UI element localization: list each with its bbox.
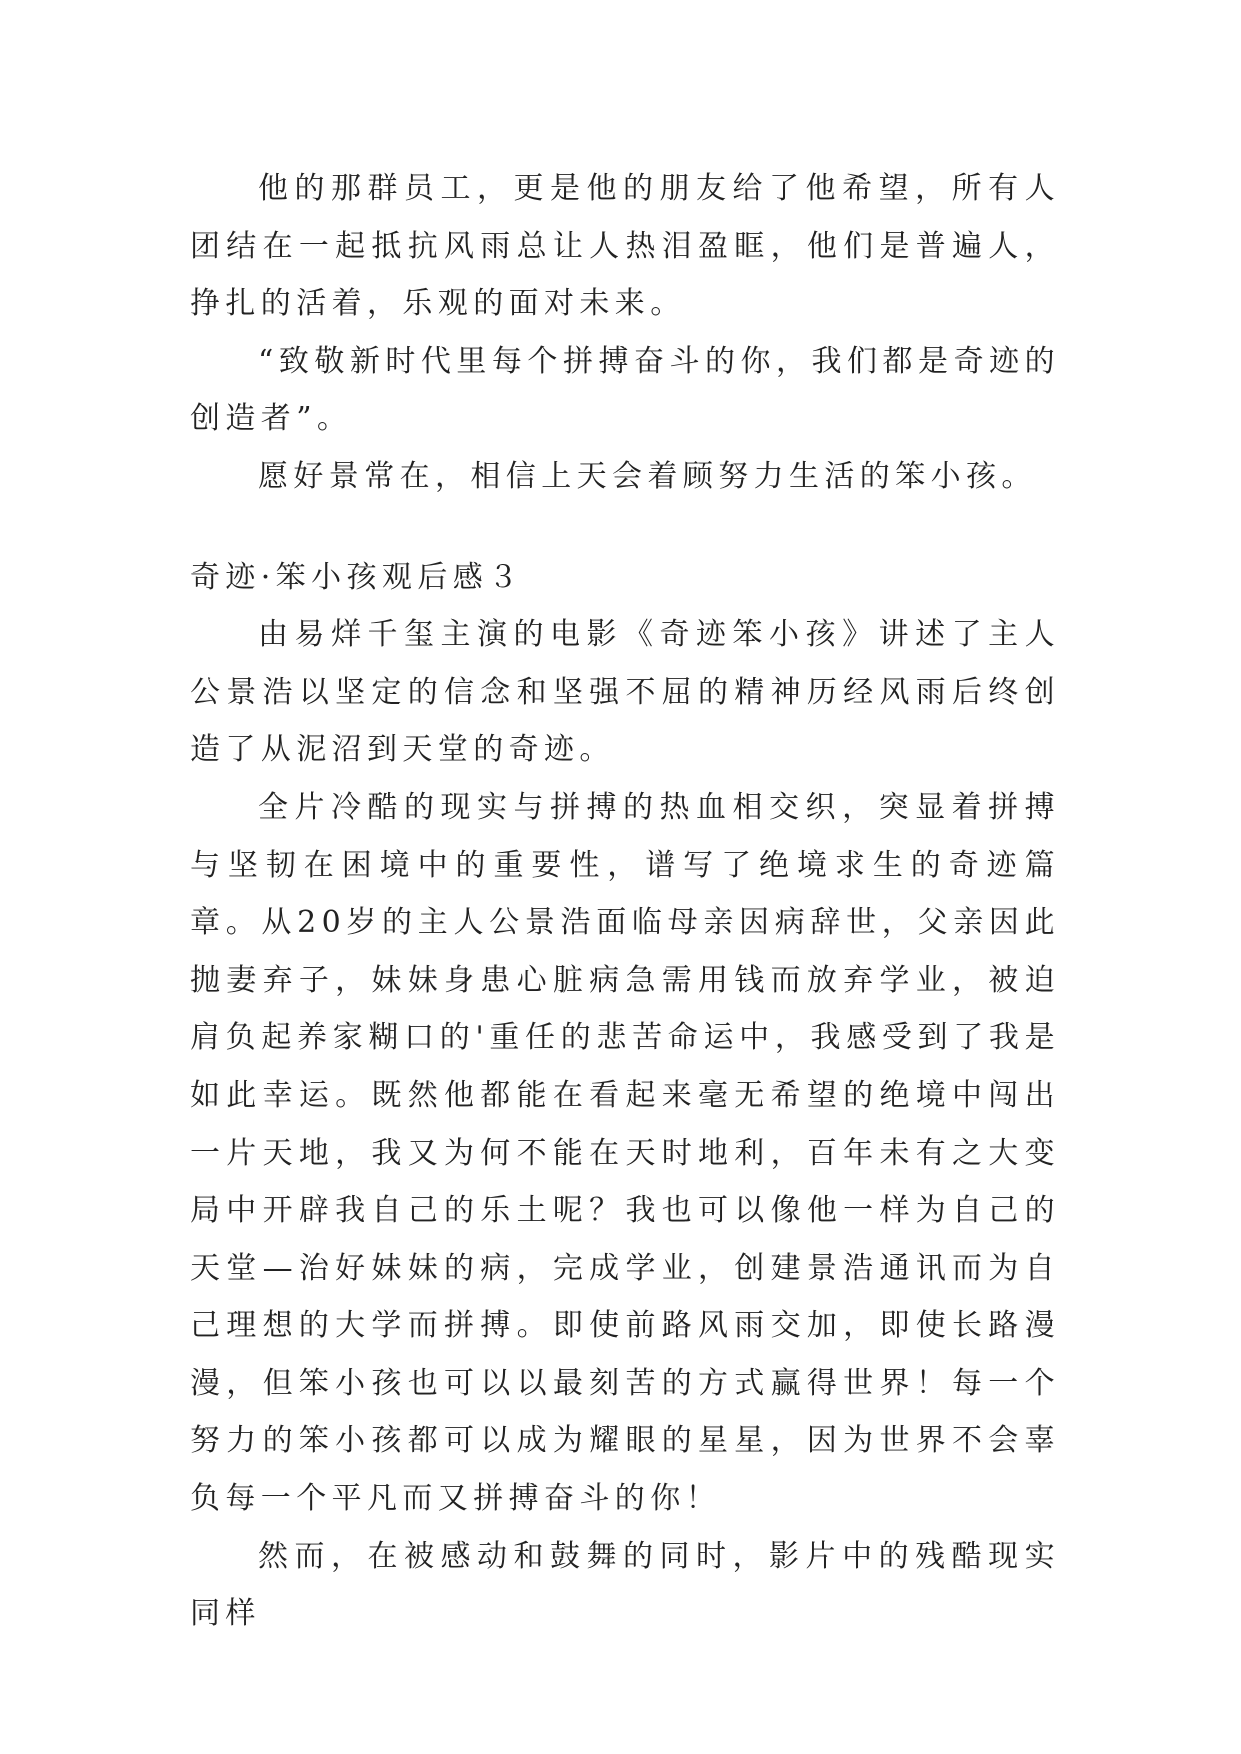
paragraph: 愿好景常在，相信上天会着顾努力生活的笨小孩。 (258, 458, 1037, 494)
paragraph: 然而，在被感动和鼓舞的同时，影片中的残酷现实同样 (190, 1538, 1060, 1632)
paragraph: “致敬新时代里每个拼搏奋斗的你，我们都是奇迹的创造者”。 (190, 343, 1060, 437)
paragraph: 全片冷酷的现实与拼搏的热血相交织，突显着拼搏与坚韧在困境中的重要性，谱写了绝境求生的奇迹篇章。从20岁的主人公景浩面临母亲因病辞世，父亲因此抛妻弃子，妹妹身患心脏病急需用钱而放弃学业，被迫肩负起养家糊口的'重任的悲苦命运中，我感受到了我是如此幸运。既然他都能在看起来毫无希望的绝境中闯出一片天地，我又为何不能在天时地利，百年未有之大变局中开辟我自己的乐土呢？我也可以像他一样为自己的天堂—治好妹妹的病，完成学业，创建景浩通讯而为自己理想的大学而拼搏。即使前路风雨交加，即使长路漫漫，但笨小孩也可以以最刻苦的方式赢得世界！每一个努力的笨小孩都可以成为耀眼的星星，因为世界不会辜负每一个平凡而又拼搏奋斗的你！ (190, 789, 1060, 1517)
paragraph: 他的那群员工，更是他的朋友给了他希望，所有人团结在一起抵抗风雨总让人热泪盈眶，他们是普遍人，挣扎的活着，乐观的面对未来。 (190, 171, 1060, 322)
document-body (190, 160, 1060, 1643)
section-title: 奇迹·笨小孩观后感３ (190, 559, 524, 595)
paragraph: 由易烊千玺主演的电影《奇迹笨小孩》讲述了主人公景浩以坚定的信念和坚强不屈的精神历经风雨后终创造了从泥沼到天堂的奇迹。 (190, 617, 1060, 768)
